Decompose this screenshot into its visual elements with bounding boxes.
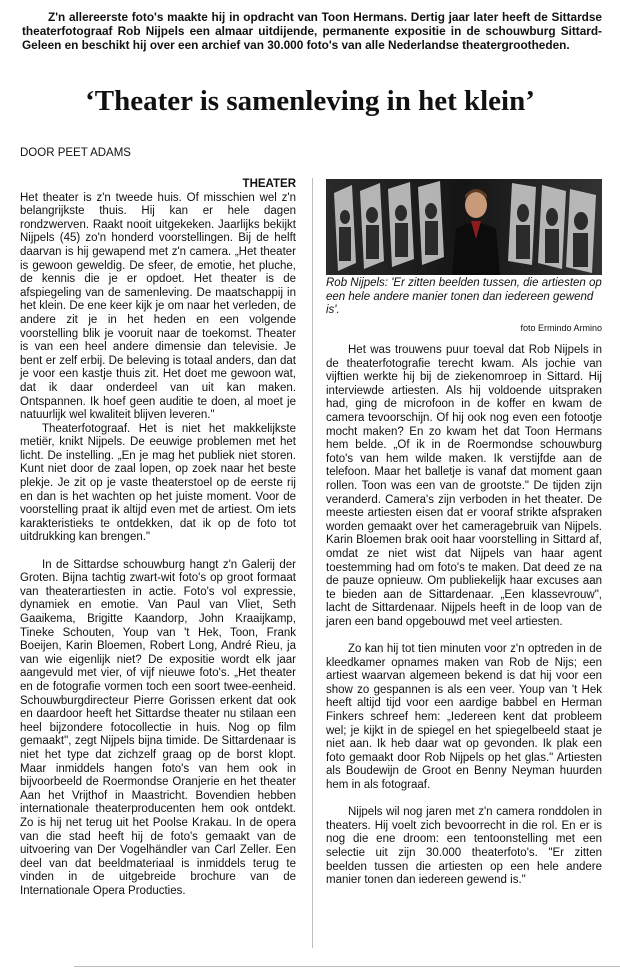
photo-illustration bbox=[326, 179, 602, 275]
article-column-right bbox=[326, 344, 602, 888]
column-divider bbox=[312, 178, 313, 948]
paragraph: In de Sittardse schouwburg hangt z'n Galerij der Groten. Bijna tachtig zwart-wit foto's op groot formaat van theaterartiesten in actie. Foto's vol expressie, dynamiek en emotie. Van Paul van Vliet, Seth Gaaikema, Brigitte Kaandorp, John Kraaijkamp, Tineke Schouten, Youp van 't Hek, Toon, Frank Boeijen, Karin Bloemen, Robert Long, André Rieu, ja van wie eigenlijk niet? De expositie wordt elk jaar aangevuld met vier, of vijf nieuwe foto's. „Het theater en de fotografie vormen toch een soort twee-eenheid. Schouwburgdirecteur Pierre Gorissen erkent dat ook en daardoor heeft het Sittardse theater nu stilaan een heel bijzondere fotocollectie in huis. Nog op film gemaakt", zegt Nijpels bijna timide. De Sittardenaar is niet het type dat zichzelf graag op de borst klopt. Maar inmiddels hangen foto's van hem ook in bijvoorbeeld de Roermondse Oranjerie en het theater Aan het Vrijthof in Maastricht. Bovendien hebben internationale theaterproducenten hem ook ontdekt. Zo is hij net terug uit het Poolse Krakau. In de opera van die stad heeft hij de foto's gemaakt van de uitvoering van Der Vogelhändler van Carl Zeller. Een deel van dat beeldmateriaal is inmiddels terug te vinden in de uitgebreide brochure van de Internationale Opera Producties. bbox=[20, 558, 296, 897]
paragraph: Het theater is z'n tweede huis. Of misschien wel z'n belangrijkste thuis. Hij kan er hele dagen rondzwerven. Raakt nooit uitgekeken. Jaarlijks bekijkt Nijpels (45) zo'n honderd voorstellingen. Bij de helft daarvan is hij gewapend met z'n camera. „Het theater is gewoon geweldig. De sfeer, de emotie, het pluche, de kennis die je er opdoet. Het theater is de afspiegeling van de samenleving. De maatschappij in het klein. De ene keer kijk je om naar het verleden, de andere zit je in het heden en een volgende voorstelling blik je vooruit naar de toekomst. Theater is van een heel andere dimensie dan televisie. Je bent er zelf erbij. De beleving is totaal anders, dan dat je voor een kastje thuis zit. Het doet me gewoon wat, dat ik daar onderdeel van uit kan maken. Ontspannen. Ik hoef geen auditie te doen, al moet je natuurlijk wel kwaliteit blijven leveren." bbox=[20, 191, 296, 422]
photo-credit: foto Ermindo Armino bbox=[520, 323, 602, 333]
paragraph: Nijpels wil nog jaren met z'n camera ronddolen in theaters. Hij voelt zich bevoorrecht in die rol. En er is nog die ene droom: een tentoonstelling met een selectie uit zijn 30.000 theaterfoto's. "Er zitten beelden tussen die artiesten op een hele andere manier tonen dan iedereen gewend is." bbox=[326, 806, 602, 887]
paragraph: Zo kan hij tot tien minuten voor z'n optreden in de kleedkamer opnames maken van Rob de Nijs; een artiest waarvan algemeen bekend is dat hij voor een show zo gespannen is als een veer. Youp van 't Hek heeft altijd tijd voor een aardige babbel en Herman Finkers schreef hem: „Iedereen kent dat probleem wel; je kijkt in de spiegel en het spiegelbeeld staat je niet aan. Ik heb daar wat op gevonden. Ik plak een foto gemaakt door Rob Nijpels op het glas." Artiesten als Boudewijn de Groot en Benny Neyman huurden hem in als fotograaf. bbox=[326, 643, 602, 791]
page-bottom-rule bbox=[74, 966, 620, 967]
paragraph: Het was trouwens puur toeval dat Rob Nijpels in de theaterfotografie terecht kwam. Als jochie van vijftien werkte hij bij de ziekenomroep in Sittard. Hij interviewde artiesten. Als hij voldoende uitspraken had, ging de microfoon in de koffer en kwam de camera tevoorschijn. Of hij ook nog even een fotootje mocht maken? En zo kwam het dat Toon Hermans hem belde. „Of ik in de Roermondse schouwburg foto's van hem wilde maken. Ik verstijfde aan de telefoon. Maar het balletje is vanaf dat moment gaan rollen. Toon was een van de grootste." De tijden zijn veranderd. Camera's zijn verboden in het theater. De meeste artiesten eisen dat er vooraf strikte afspraken worden gemaakt over het cameragebruik van Nijpels. Karin Bloemen brak ooit haar voorstelling in Sittard af, omdat ze niet wist dat Nijpels van haar agent toestemming had om foto's te maken. Dat deed ze na de pauze opnieuw. Om publiekelijk haar excuses aan te bieden aan de Sittardenaar. „Een klassevrouw", lacht de Sittardenaar. Nijpels heeft in de loop van de jaren een band opgebouwd met veel artiesten. bbox=[326, 344, 602, 628]
article-column-left bbox=[20, 178, 296, 898]
photo-caption: Rob Nijpels: 'Er zitten beelden tussen, die artiesten op een hele andere manier tonen dan iedereen gewend is'. bbox=[326, 277, 602, 317]
article-photo bbox=[326, 179, 602, 275]
byline: DOOR PEET ADAMS bbox=[20, 147, 131, 159]
headline: ‘Theater is samenleving in het klein’ bbox=[85, 85, 535, 117]
section-kicker: THEATER bbox=[242, 178, 296, 190]
paragraph: Theaterfotograaf. Het is niet het makkelijkste metiër, knikt Nijpels. De eeuwige problemen met het licht. De instelling. „En je mag het publiek niet storen. Kunt niet door de zaal lopen, op zoek naar het beste plekje. Je zit op je vaste theaterstoel op de eerste rij en dan is het wachten op het juiste moment. Voor de voorstelling praat ik altijd even met de artiest. Om iets karakteristieks te ontdekken, dat ik op de foto tot uitdrukking kan brengen." bbox=[20, 422, 296, 544]
intro-lead: Z'n allereerste foto's maakte hij in opdracht van Toon Hermans. Dertig jaar later heeft de Sittardse theaterfotograaf Rob Nijpels een almaar uitdijende, permanente expositie in de schouwburg Sittard-Geleen en beschikt hij over een archief van 30.000 foto's van alle Nederlandse theatergrootheden. bbox=[22, 10, 602, 52]
